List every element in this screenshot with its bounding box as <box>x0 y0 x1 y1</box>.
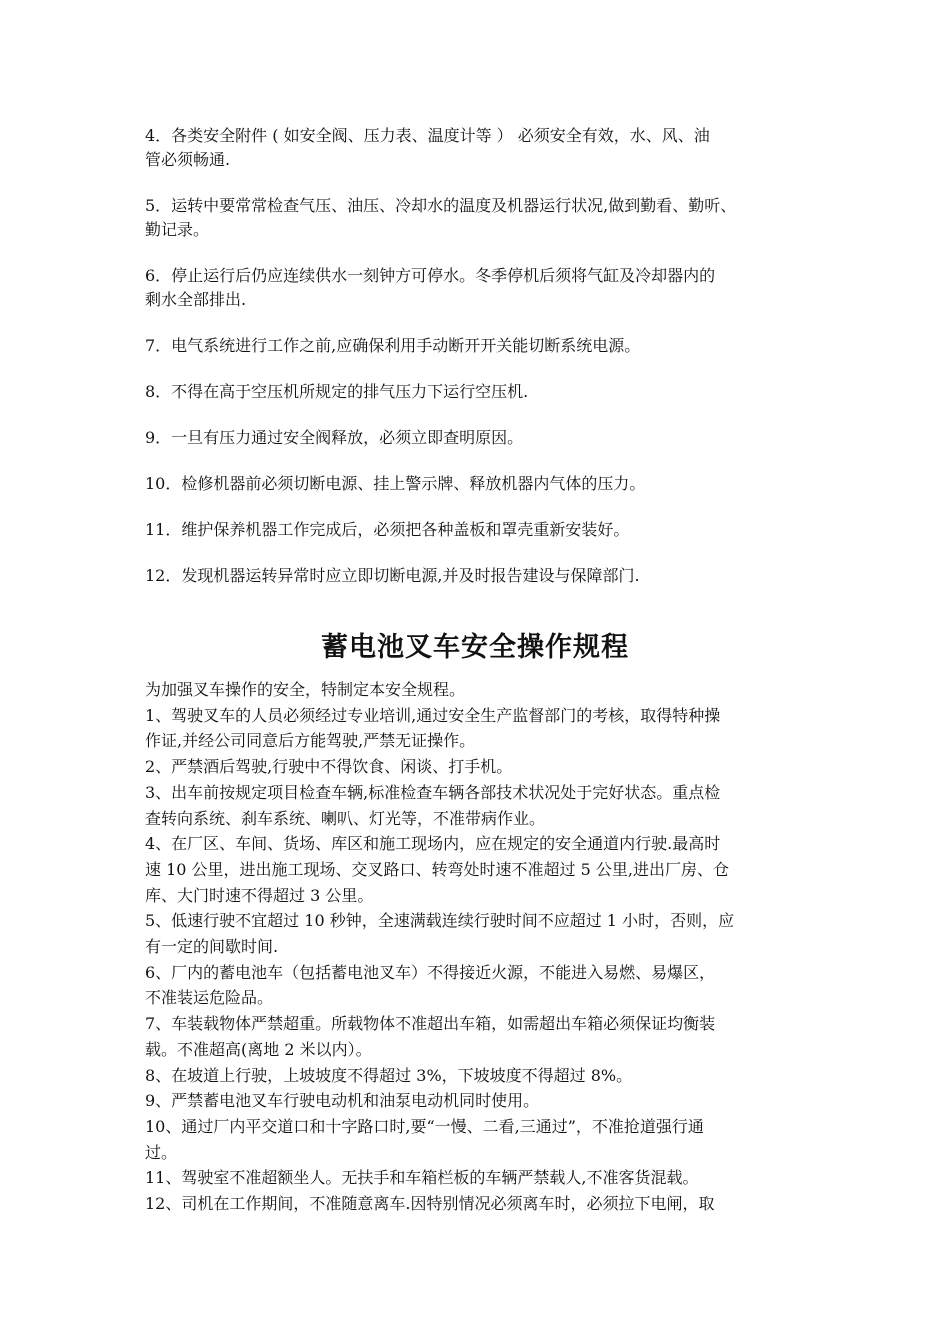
rule-item <box>145 780 840 831</box>
rule-line: 10．检修机器前必须切断电源、挂上警示牌、释放机器内气体的压力。 <box>145 474 646 493</box>
rule-line: 库、大门时速不得超过 3 公里。 <box>145 885 374 905</box>
rule-line: 剩水全部排出. <box>145 290 247 309</box>
rule-line: 5．运转中要常常检查气压、油压、冷却水的温度及机器运行状况,做到勤看、勤听、 <box>145 196 737 215</box>
rule-line: 载。不准超高(离地 2 米以内）。 <box>145 1039 372 1059</box>
rule-line: 10、通过厂内平交道口和十字路口时,要“一慢、二看,三通过”，不准抢道强行通 <box>145 1116 704 1136</box>
rule-line: 4、在厂区、车间、货场、库区和施工现场内，应在规定的安全通道内行驶.最高时 <box>145 834 721 854</box>
rule-line: 9．一旦有压力通过安全阀释放，必须立即查明原因。 <box>145 428 524 447</box>
rule-item <box>145 380 855 404</box>
rule-item <box>145 264 855 312</box>
rule-line: 3、出车前按规定项目检查车辆,标准检查车辆各部技术状况处于完好状态。重点检 <box>145 782 721 802</box>
rule-line: 11、驾驶室不准超额坐人。无扶手和车箱栏板的车辆严禁载人,不准客货混载。 <box>145 1168 699 1188</box>
rule-line: 7、车装载物体严禁超重。所载物体不准超出车箱，如需超出车箱必须保证均衡装 <box>145 1014 716 1034</box>
rule-line: 1、驾驶叉车的人员必须经过专业培训,通过安全生产监督部门的考核，取得特种操 <box>145 705 721 725</box>
rule-item <box>145 1114 840 1165</box>
rule-item <box>145 472 855 496</box>
rule-line: 4．各类安全附件 ( 如安全阀、压力表、温度计等 ） 必须安全有效，水、风、油 <box>145 126 710 145</box>
rule-line: 2、严禁酒后驾驶,行驶中不得饮食、闲谈、打手机。 <box>145 757 513 777</box>
rule-line: 7．电气系统进行工作之前,应确保利用手动断开开关能切断系统电源。 <box>145 336 641 355</box>
rule-line: 勤记录。 <box>145 220 210 239</box>
compressor-rules-list <box>145 124 855 610</box>
rule-line: 作证,并经公司同意后方能驾驶,严禁无证操作。 <box>145 731 476 751</box>
forklift-rules-list <box>145 677 840 1217</box>
rule-item <box>145 1011 840 1062</box>
rule-line: 11．维护保养机器工作完成后，必须把各种盖板和罩壳重新安装好。 <box>145 520 630 539</box>
rule-line: 5、低速行驶不宜超过 10 秒钟，全速满载连续行驶时间不应超过 1 小时，否则，应 <box>145 911 735 931</box>
rule-item <box>145 124 855 172</box>
rule-item <box>145 194 855 242</box>
rule-line: 12．发现机器运转异常时应立即切断电源,并及时报告建设与保障部门. <box>145 566 640 585</box>
rule-line: 6．停止运行后仍应连续供水一刻钟方可停水。冬季停机后须将气缸及冷却器内的 <box>145 266 716 285</box>
rule-line: 9、严禁蓄电池叉车行驶电动机和油泵电动机同时使用。 <box>145 1091 540 1111</box>
rule-line: 查转向系统、刹车系统、喇叭、灯光等，不准带病作业。 <box>145 808 546 828</box>
rule-line: 管必须畅通. <box>145 150 231 169</box>
rule-line: 速 10 公里，进出施工现场、交叉路口、转弯处时速不准超过 5 公里,进出厂房、仓 <box>145 859 729 879</box>
rule-line: 过。 <box>145 1142 178 1162</box>
rule-item <box>145 518 855 542</box>
rule-item <box>145 426 855 450</box>
rule-line: 有一定的间歇时间. <box>145 937 279 957</box>
rule-item <box>145 960 840 1011</box>
intro-paragraph <box>145 677 840 703</box>
rule-item <box>145 564 855 588</box>
section-title: 蓄电池叉车安全操作规程 <box>321 632 629 663</box>
rule-item <box>145 908 840 959</box>
rule-item <box>145 754 840 780</box>
rule-line: 12、司机在工作期间，不准随意离车.因特别情况必须离车时，必须拉下电闸，取 <box>145 1194 715 1214</box>
rule-line: 8、在坡道上行驶，上坡坡度不得超过 3%，下坡坡度不得超过 8%。 <box>145 1065 633 1085</box>
rule-item <box>145 1191 840 1217</box>
rule-item <box>145 703 840 754</box>
rule-item <box>145 1088 840 1114</box>
rule-item <box>145 831 840 908</box>
rule-line: 为加强叉车操作的安全，特制定本安全规程。 <box>145 680 466 699</box>
rule-line: 8．不得在高于空压机所规定的排气压力下运行空压机. <box>145 382 529 401</box>
rule-item <box>145 1063 840 1089</box>
rule-item <box>145 334 855 358</box>
rule-line: 6、厂内的蓄电池车（包括蓄电池叉车）不得接近火源，不能进入易燃、易爆区， <box>145 962 716 982</box>
rule-line: 不准装运危险品。 <box>145 988 274 1008</box>
rule-item <box>145 1165 840 1191</box>
